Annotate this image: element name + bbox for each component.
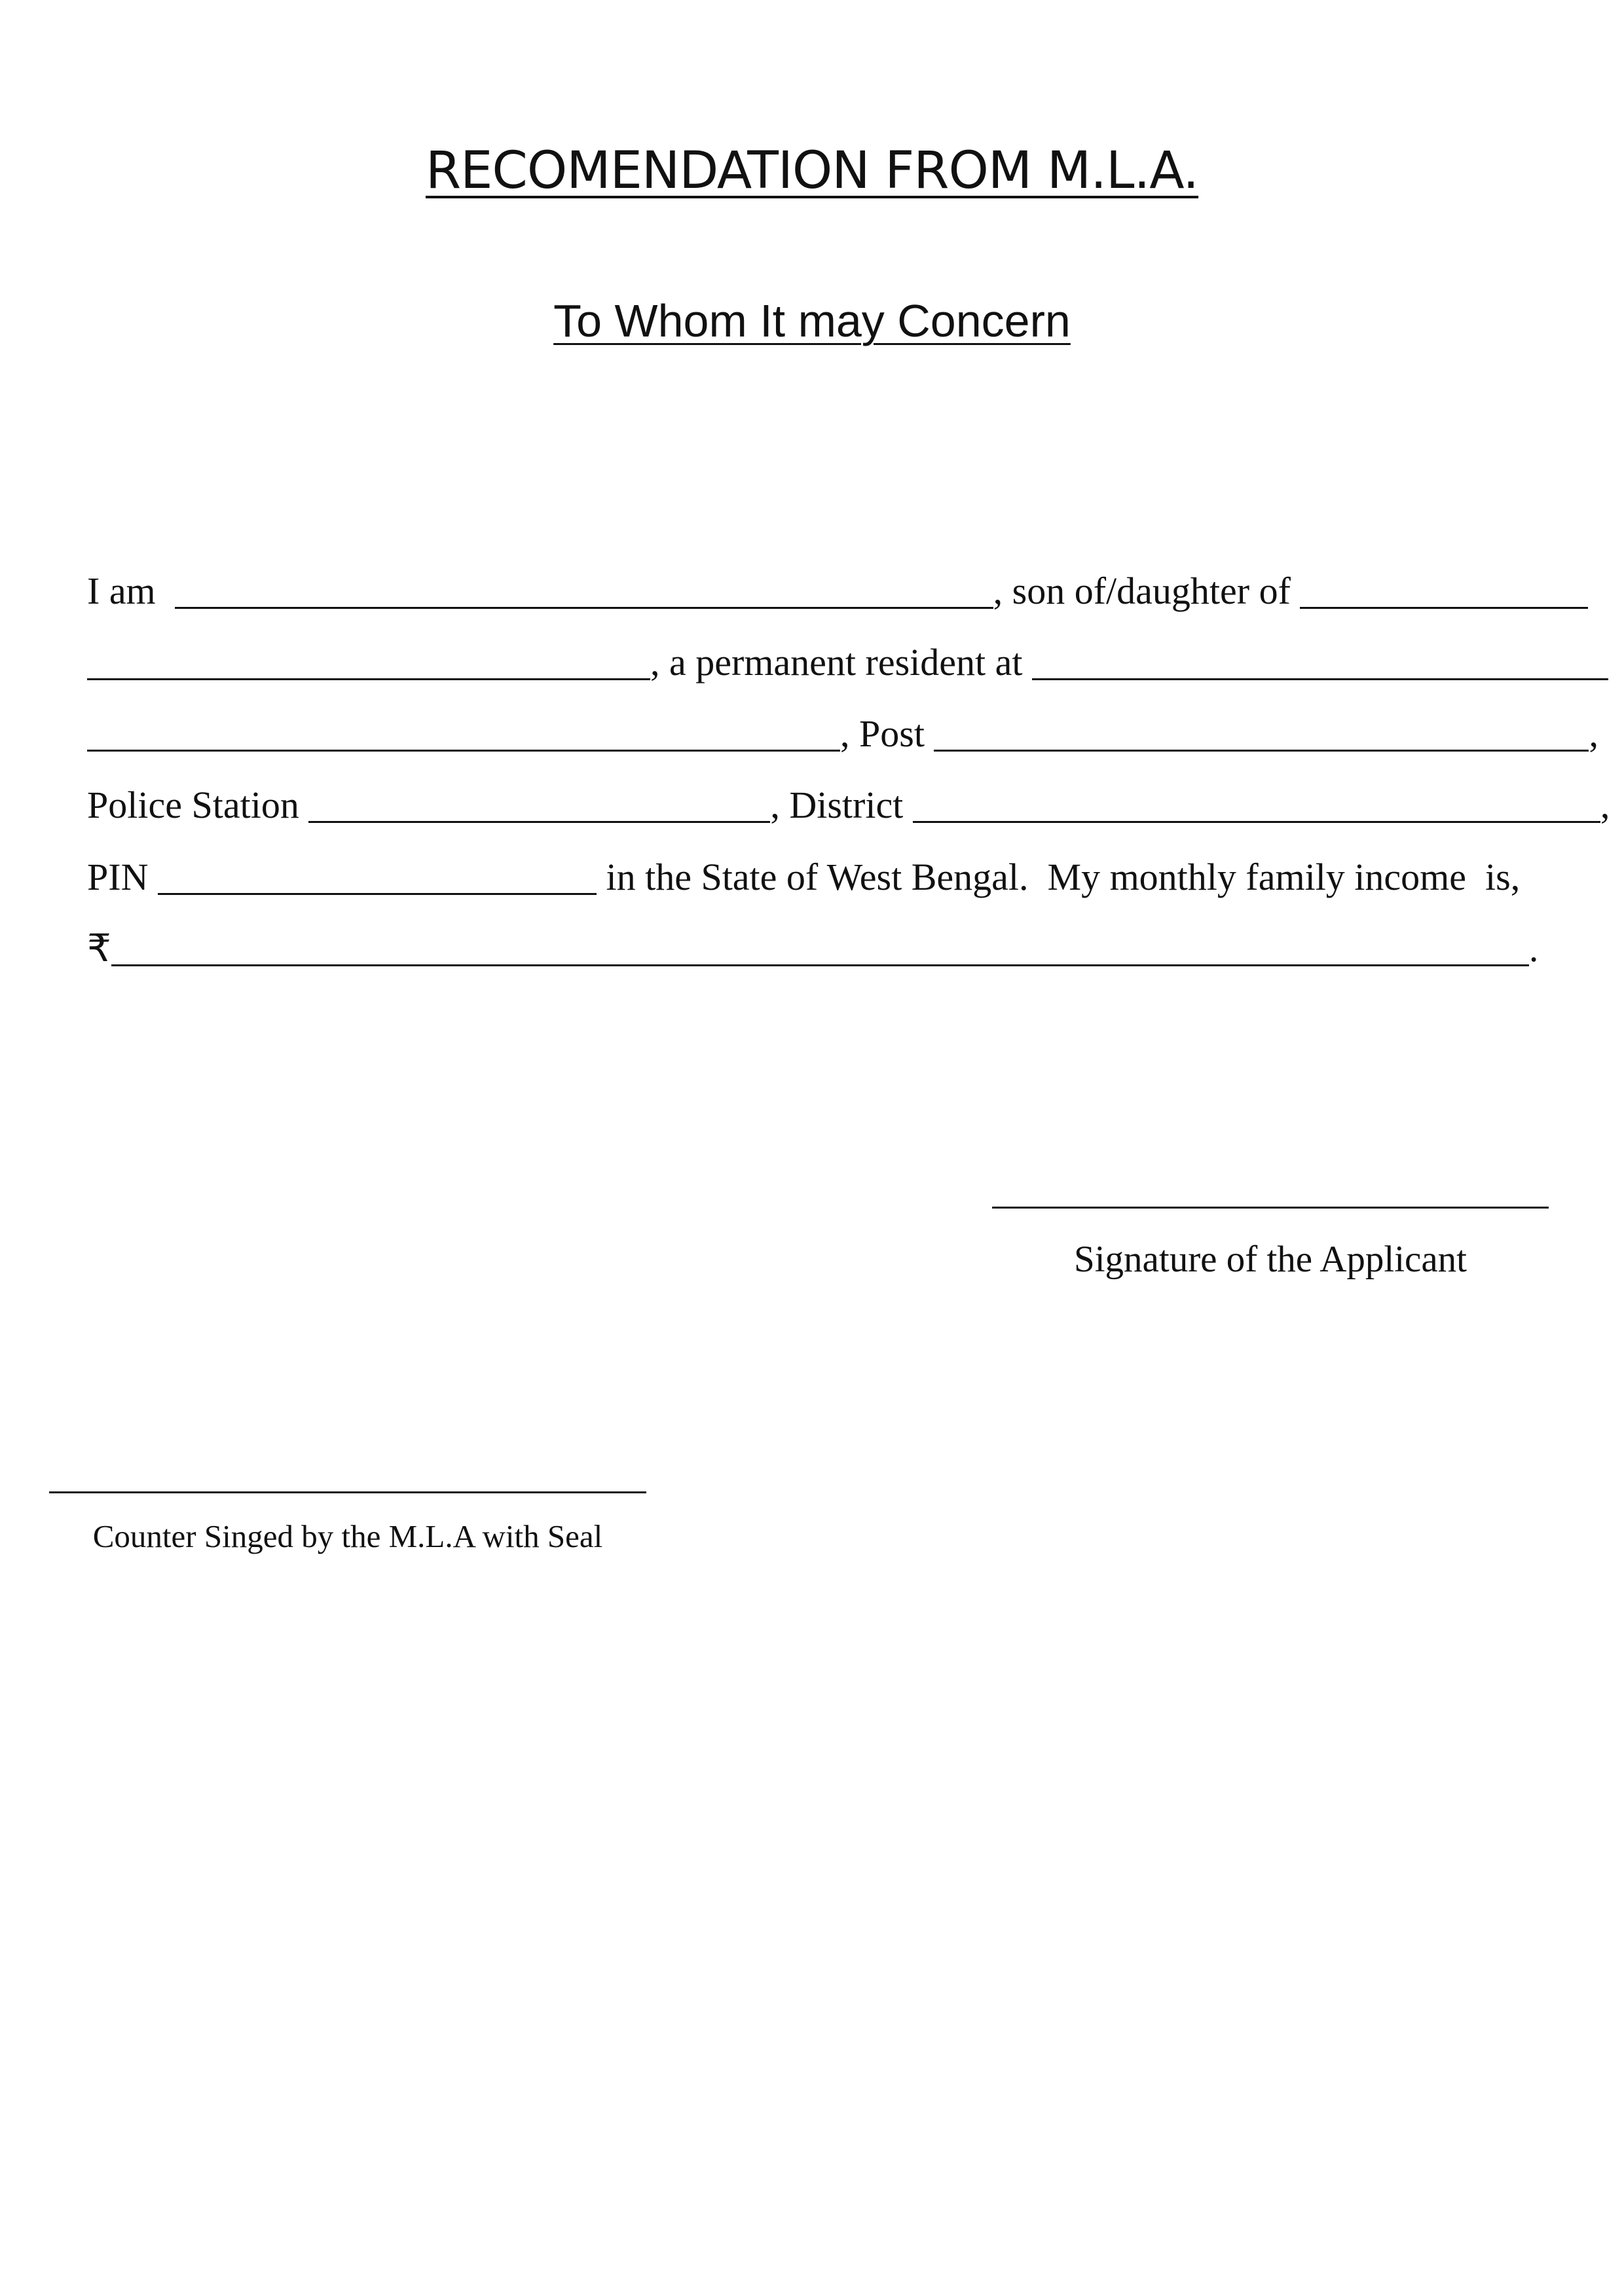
income-blank[interactable] [111, 926, 1529, 966]
applicant-signature-line[interactable] [992, 1207, 1549, 1209]
body-line-2 [49, 592, 1608, 683]
line4-middle: , District [770, 784, 913, 826]
body-line-5 [49, 807, 1521, 898]
line1-middle: , son of/daughter of [993, 570, 1301, 612]
line4-end: , [1600, 784, 1610, 826]
document-title [0, 141, 1624, 200]
title-text: RECOMENDATION FROM M.L.A. [425, 141, 1199, 200]
line4-prefix: Police Station [87, 784, 309, 826]
salutation-text: To Whom It may Concern [553, 295, 1071, 346]
line1-prefix: I am [87, 570, 166, 612]
line3-middle: , Post [840, 712, 934, 755]
line2-middle: , a permanent resident at [650, 641, 1032, 683]
line3-end: , [1589, 712, 1598, 755]
rupee-symbol: ₹ [87, 927, 111, 970]
mla-signature-label: Counter Singed by the M.L.A with Seal [92, 1518, 603, 1554]
body-line-3 [49, 663, 1598, 755]
line6-end: . [1528, 927, 1539, 970]
body-line-1 [49, 520, 1588, 612]
applicant-signature-label: Signature of the Applicant [1074, 1239, 1467, 1280]
mla-signature-line[interactable] [49, 1491, 646, 1493]
line5-prefix: PIN [87, 856, 158, 898]
body-line-6 [49, 878, 1539, 970]
body-line-4 [49, 735, 1610, 826]
line5-suffix: in the State of West Bengal. My monthly family income is, [596, 856, 1521, 898]
salutation [0, 295, 1624, 346]
